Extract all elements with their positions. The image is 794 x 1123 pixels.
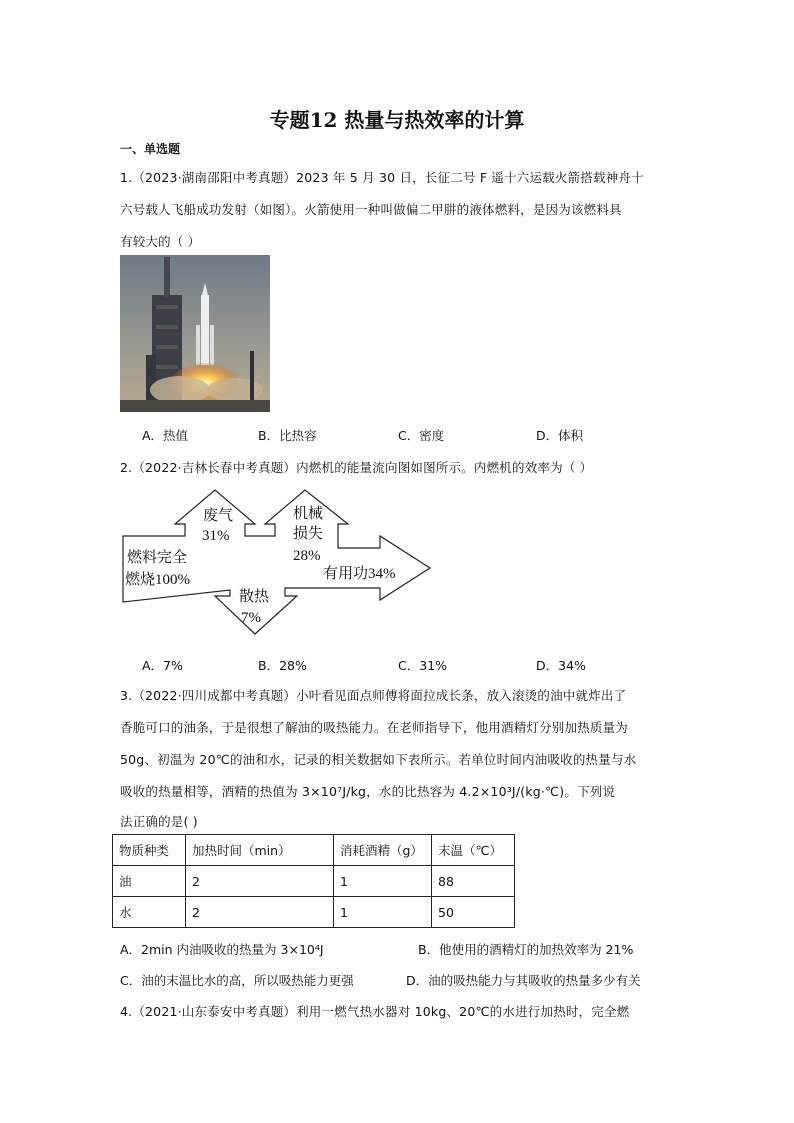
mechanical-label-2: 损失 [293,526,324,542]
table-row [113,897,515,928]
table-cell: 88 [432,866,515,897]
table-header: 消耗酒精（g） [334,835,432,866]
q4-line: 4.（2021·山东泰安中考真题）利用一燃气热水器对 10kg、20℃的水进行加热时，完全燃 [120,1004,630,1019]
table-cell: 1 [334,866,432,897]
q1-option-a: A．热值 [142,428,189,443]
table-header-row [113,835,515,866]
useful-work-label: 有用功34% [323,566,396,582]
q3-option-d: D．油的吸热能力与其吸收的热量多少有关 [406,973,641,988]
table-header: 物质种类 [113,835,186,866]
q3-option-c: C．油的末温比水的高，所以吸热能力更强 [120,973,354,988]
exhaust-percent: 31% [202,528,230,544]
q3-option-b: B．他使用的酒精灯的加热效率为 21% [418,942,634,957]
table-cell: 2 [186,897,334,928]
q1-line-3: 有较大的（ ） [120,234,201,249]
table-header: 末温（℃） [432,835,515,866]
table-cell: 50 [432,897,515,928]
q3-line-4: 吸收的热量相等，酒精的热值为 3×10⁷J/kg，水的比热容为 4.2×10³J/(kg·℃)。下列说 [120,784,616,799]
q3-line-1: 3.（2022·四川成都中考真题）小叶看见面点师傅将面拉成长条，放入滚烫的油中就炸出了 [120,688,627,703]
section-heading: 一、单选题 [120,142,181,156]
table-row [113,866,515,897]
q3-option-a: A．2min 内油吸收的热量为 3×10⁴J [120,942,324,957]
q2-line: 2.（2022·吉林长春中考真题）内燃机的能量流向图如图所示。内燃机的效率为（ ） [120,460,593,475]
q3-line-3: 50g、初温为 20℃的油和水，记录的相关数据如下表所示。若单位时间内油吸收的热量与水 [120,752,637,767]
table-cell: 1 [334,897,432,928]
q1-line-1: 1.（2023·湖南邵阳中考真题）2023 年 5 月 30 日，长征二号 F 遥十六运载火箭搭载神舟十 [120,170,644,185]
q1-option-d: D．体积 [536,428,584,443]
q1-option-c: C．密度 [398,428,445,443]
page-title: 专题12 热量与热效率的计算 [269,108,525,132]
q1-option-b: B．比热容 [258,428,317,443]
mechanical-label-1: 机械 [293,506,324,522]
data-table [112,834,515,928]
heat-label: 散热 [239,589,270,605]
q2-option-d: D．34% [536,658,586,673]
q2-option-c: C．31% [398,658,448,673]
q2-option-b: B．28% [258,658,307,673]
table-cell: 油 [113,866,186,897]
rocket-launch-photo [120,255,270,412]
q3-line-2: 香脆可口的油条，于是很想了解油的吸热能力。在老师指导下，他用酒精灯分别加热质量为 [120,720,629,735]
table-cell: 水 [113,897,186,928]
table-header: 加热时间（min） [186,835,334,866]
exhaust-label: 废气 [203,508,234,524]
table-cell: 2 [186,866,334,897]
fuel-label-2: 燃烧100% [125,572,190,588]
q2-option-a: A．7% [142,658,183,673]
heat-percent: 7% [241,610,261,626]
mechanical-percent: 28% [293,548,321,564]
q3-line-5: 法正确的是( ) [120,814,198,829]
fuel-label-1: 燃料完全 [127,550,188,566]
energy-flow-diagram [115,488,435,638]
q1-line-2: 六号载人飞船成功发射（如图）。火箭使用一种叫做偏二甲肼的液体燃料，是因为该燃料具 [120,202,622,217]
